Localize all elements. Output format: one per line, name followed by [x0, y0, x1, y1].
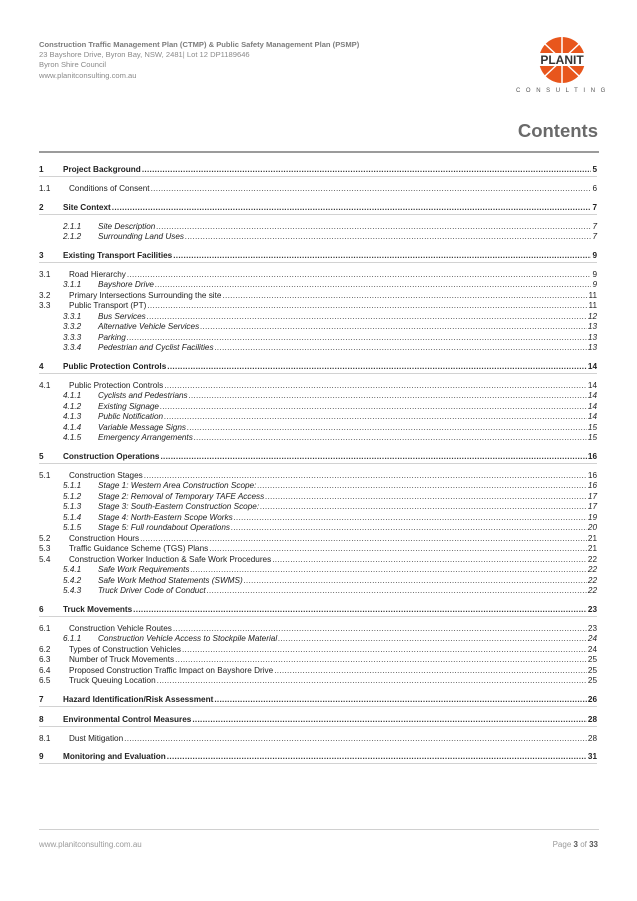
toc-entry-number: 5.1.1	[63, 481, 82, 490]
planit-logo	[522, 36, 602, 88]
toc-leader-dots	[140, 534, 587, 545]
toc-entry-title: Stage 1: Western Area Construction Scope:	[98, 481, 257, 490]
toc-entry-title: Public Transport (PT)	[69, 301, 147, 310]
toc-entry-number: 4.1.4	[63, 422, 82, 432]
toc-entry[interactable]	[39, 322, 597, 333]
toc-entry-number: 5.2	[39, 533, 51, 543]
toc-entry-title: Stage 4: North-Eastern Scope Works	[98, 512, 233, 522]
toc-entry-page: 31	[587, 752, 597, 761]
toc-leader-dots	[167, 752, 587, 761]
toc-entry[interactable]	[39, 576, 597, 587]
toc-entry-page: 14	[587, 380, 597, 390]
toc-leader-dots	[127, 333, 587, 344]
toc-entry-title: Safe Work Requirements	[98, 565, 190, 574]
toc-leader-dots	[194, 433, 587, 444]
document-title: Construction Traffic Management Plan (CTMP) & Public Safety Management Plan (PSMP)	[39, 40, 360, 49]
table-of-contents	[39, 157, 597, 764]
current-page: 3	[573, 840, 578, 849]
toc-entry-title: Road Hierarchy	[69, 269, 126, 279]
toc-entry[interactable]	[39, 747, 597, 764]
toc-entry-page: 7	[592, 232, 597, 241]
toc-leader-dots	[185, 232, 591, 243]
toc-entry-page: 25	[587, 676, 597, 685]
toc-entry-title: Public Protection Controls	[69, 380, 164, 390]
toc-entry-number: 5.4.1	[63, 565, 82, 574]
toc-entry-number: 6.1.1	[63, 634, 82, 643]
toc-entry-page: 14	[587, 401, 597, 411]
toc-leader-dots	[207, 586, 587, 597]
page-title: Contents	[517, 120, 598, 141]
toc-entry-title: Existing Transport Facilities	[63, 250, 173, 260]
toc-entry-title: Monitoring and Evaluation	[63, 752, 166, 761]
toc-entry-page: 26	[587, 694, 597, 704]
toc-entry-number: 5.1.4	[63, 512, 82, 522]
page-word: Page	[552, 840, 572, 849]
toc-leader-dots	[244, 576, 587, 587]
toc-entry-page: 28	[587, 714, 597, 724]
toc-leader-dots	[200, 322, 587, 333]
toc-entry-title: Safe Work Method Statements (SWMS)	[98, 575, 243, 585]
toc-entry-number: 7	[39, 694, 44, 704]
toc-entry-page: 24	[587, 644, 597, 654]
toc-leader-dots	[147, 301, 587, 312]
toc-entry-title: Construction Worker Induction & Safe Work Procedures	[69, 554, 272, 564]
toc-entry-title: Bayshore Drive	[98, 280, 154, 289]
toc-leader-dots	[157, 676, 587, 687]
toc-entry-title: Variable Message Signs	[98, 422, 186, 432]
toc-entry-title: Public Protection Controls	[63, 361, 167, 371]
toc-entry[interactable]	[39, 184, 597, 195]
toc-entry-page: 22	[587, 565, 597, 574]
toc-leader-dots	[156, 222, 591, 233]
toc-entry-number: 3.1	[39, 269, 51, 279]
toc-entry-number: 5.1.5	[63, 523, 82, 532]
title-divider	[39, 151, 599, 153]
toc-entry[interactable]	[39, 513, 597, 524]
toc-entry-page: 22	[587, 554, 597, 564]
toc-entry-title: Alternative Vehicle Services	[98, 322, 200, 331]
toc-entry-page: 16	[587, 470, 597, 480]
toc-entry-page: 14	[587, 361, 597, 371]
toc-entry-number: 3.2	[39, 290, 51, 300]
toc-leader-dots	[192, 715, 587, 724]
toc-entry-number: 3.3.2	[63, 322, 82, 331]
toc-entry-title: Project Background	[63, 165, 141, 174]
toc-leader-dots	[112, 203, 592, 212]
toc-entry-title: Cyclists and Pedestrians	[98, 391, 188, 400]
toc-leader-dots	[160, 402, 587, 413]
toc-entry-title: Parking	[98, 332, 126, 342]
toc-leader-dots	[124, 734, 587, 745]
council-name: Byron Shire Council	[39, 60, 107, 70]
toc-entry-page: 17	[587, 502, 597, 511]
planit-logo-icon	[530, 36, 594, 88]
toc-entry-title: Truck Driver Code of Conduct	[98, 586, 206, 595]
toc-entry-number: 3.3.1	[63, 311, 82, 321]
toc-entry-page: 23	[587, 604, 597, 614]
toc-entry-number: 5	[39, 451, 44, 461]
toc-entry-page: 25	[587, 665, 597, 675]
toc-entry-number: 4	[39, 361, 44, 371]
toc-entry-number: 4.1.3	[63, 412, 82, 421]
toc-entry-title: Construction Stages	[69, 470, 143, 480]
toc-entry-page: 7	[592, 221, 597, 231]
toc-entry-page: 15	[587, 433, 597, 442]
toc-entry-number: 6.1	[39, 623, 51, 633]
toc-entry-title: Site Description	[98, 221, 156, 231]
toc-entry-number: 5.4	[39, 554, 51, 564]
toc-entry-title: Emergency Arrangements	[98, 433, 193, 442]
toc-entry[interactable]	[39, 666, 597, 677]
toc-leader-dots	[127, 270, 592, 281]
toc-entry[interactable]	[39, 232, 597, 243]
toc-entry-page: 5	[592, 165, 597, 174]
toc-entry-page: 19	[587, 512, 597, 522]
toc-entry-number: 4.1.1	[63, 391, 82, 400]
toc-entry-page: 22	[587, 586, 597, 595]
toc-entry-page: 13	[587, 332, 597, 342]
toc-entry[interactable]	[39, 343, 597, 354]
toc-entry[interactable]	[39, 544, 597, 555]
toc-entry-title: Site Context	[63, 202, 111, 212]
toc-entry[interactable]	[39, 523, 597, 534]
toc-entry[interactable]	[39, 423, 597, 434]
toc-entry[interactable]	[39, 412, 597, 423]
toc-entry-number: 5.4.2	[63, 575, 82, 585]
toc-entry[interactable]	[39, 565, 597, 576]
toc-entry-page: 9	[592, 250, 597, 260]
toc-entry[interactable]	[39, 555, 597, 566]
toc-entry-page: 6	[592, 184, 597, 193]
toc-entry-title: Surrounding Land Uses	[98, 232, 185, 241]
toc-entry-page: 15	[587, 422, 597, 432]
toc-entry[interactable]	[39, 624, 597, 635]
toc-entry-number: 8	[39, 714, 44, 724]
toc-entry-page: 14	[587, 412, 597, 421]
toc-entry-title: Primary Intersections Surrounding the site	[69, 290, 222, 300]
toc-entry-number: 5.1.2	[63, 491, 82, 501]
toc-entry-title: Truck Queuing Location	[69, 676, 156, 685]
toc-entry-title: Conditions of Consent	[69, 184, 150, 193]
toc-entry-page: 14	[587, 391, 597, 400]
toc-entry[interactable]	[39, 333, 597, 344]
toc-entry-number: 6.4	[39, 665, 51, 675]
toc-entry-page: 23	[587, 623, 597, 633]
toc-leader-dots	[160, 452, 586, 461]
toc-leader-dots	[151, 184, 592, 195]
toc-leader-dots	[190, 565, 586, 576]
toc-entry-number: 4.1.5	[63, 433, 82, 442]
toc-entry-title: Number of Truck Movements	[69, 655, 175, 664]
toc-entry-number: 5.1	[39, 470, 51, 480]
toc-leader-dots	[142, 165, 592, 174]
footer-website: www.planitconsulting.com.au	[39, 840, 142, 849]
toc-entry-page: 24	[587, 634, 597, 643]
toc-entry[interactable]	[39, 312, 597, 323]
toc-entry-page: 21	[587, 533, 597, 543]
toc-entry-title: Types of Construction Vehicles	[69, 644, 181, 654]
footer-divider	[39, 829, 599, 830]
toc-entry-title: Existing Signage	[98, 401, 159, 411]
toc-entry[interactable]	[39, 492, 597, 503]
page-number	[553, 840, 598, 849]
toc-entry[interactable]	[39, 198, 597, 215]
toc-leader-dots	[187, 423, 587, 434]
toc-entry-title: Construction Vehicle Routes	[69, 623, 172, 633]
toc-entry-number: 6	[39, 604, 44, 614]
toc-entry[interactable]	[39, 734, 597, 745]
site-address: 23 Bayshore Drive, Byron Bay, NSW, 2481| Lot 12 DP1189646	[39, 50, 250, 60]
toc-entry-page: 11	[588, 301, 597, 310]
toc-entry-title: Hazard Identification/Risk Assessment	[63, 694, 214, 704]
toc-entry-number: 2.1.2	[63, 232, 82, 241]
toc-entry[interactable]	[39, 391, 597, 402]
document-header	[39, 40, 359, 81]
toc-entry[interactable]	[39, 301, 597, 312]
toc-entry-page: 20	[587, 523, 597, 532]
toc-entry-page: 12	[587, 311, 597, 321]
toc-entry-number: 1	[39, 165, 44, 174]
toc-entry-page: 13	[587, 343, 597, 352]
toc-entry-title: Construction Hours	[69, 533, 140, 543]
toc-entry-title: Public Notification	[98, 412, 164, 421]
logo-tagline: CONSULTING	[516, 88, 611, 94]
toc-entry[interactable]	[39, 291, 597, 302]
toc-entry[interactable]	[39, 280, 597, 291]
toc-entry-title: Proposed Construction Traffic Impact on Bayshore Drive	[69, 665, 274, 675]
toc-entry-title: Stage 5: Full roundabout Operations	[98, 523, 230, 532]
toc-entry-title: Environmental Control Measures	[63, 714, 192, 724]
toc-leader-dots	[189, 391, 587, 402]
toc-entry[interactable]	[39, 246, 597, 263]
toc-leader-dots	[215, 343, 587, 354]
total-pages: 33	[589, 840, 598, 849]
toc-entry-number: 3.3	[39, 301, 51, 310]
toc-entry-number: 8.1	[39, 733, 51, 743]
toc-entry[interactable]	[39, 357, 597, 374]
toc-entry-page: 17	[587, 491, 597, 501]
toc-leader-dots	[265, 492, 587, 503]
toc-entry[interactable]	[39, 502, 597, 513]
toc-entry-number: 3.3.3	[63, 332, 82, 342]
toc-entry-number: 6.3	[39, 655, 51, 664]
toc-entry-number: 2.1.1	[63, 221, 82, 231]
toc-entry-title: Stage 2: Removal of Temporary TAFE Access	[98, 491, 265, 501]
toc-entry-title: Traffic Guidance Scheme (TGS) Plans	[69, 544, 209, 553]
toc-entry-title: Dust Mitigation	[69, 733, 124, 743]
toc-entry-title: Stage 3: South-Eastern Construction Scope:	[98, 502, 260, 511]
toc-entry[interactable]	[39, 655, 597, 666]
toc-entry-page: 9	[592, 280, 597, 289]
toc-leader-dots	[133, 605, 587, 614]
of-word: of	[580, 840, 587, 849]
toc-entry-number: 3	[39, 250, 44, 260]
toc-entry-title: Truck Movements	[63, 604, 133, 614]
toc-entry[interactable]	[39, 471, 597, 482]
toc-entry-number: 6.2	[39, 644, 51, 654]
toc-entry-number: 2	[39, 202, 44, 212]
toc-entry[interactable]	[39, 645, 597, 656]
toc-leader-dots	[231, 523, 587, 534]
toc-entry-page: 21	[587, 544, 597, 553]
toc-leader-dots	[214, 695, 587, 704]
toc-entry[interactable]	[39, 710, 597, 727]
toc-entry-title: Construction Vehicle Access to Stockpile Material	[98, 634, 278, 643]
toc-leader-dots	[144, 471, 587, 482]
toc-entry-page: 28	[587, 733, 597, 743]
toc-entry-number: 4.1	[39, 380, 51, 390]
toc-entry[interactable]	[39, 481, 597, 492]
toc-entry[interactable]	[39, 433, 597, 444]
toc-leader-dots	[167, 362, 587, 371]
toc-entry[interactable]	[39, 447, 597, 464]
toc-entry-number: 3.3.4	[63, 343, 82, 352]
toc-entry-page: 16	[587, 481, 597, 490]
toc-leader-dots	[274, 666, 587, 677]
toc-entry[interactable]	[39, 690, 597, 707]
toc-leader-dots	[278, 634, 587, 645]
toc-entry-number: 5.4.3	[63, 586, 82, 595]
toc-leader-dots	[222, 291, 587, 302]
logo-wordmark: PLANIT	[540, 53, 584, 67]
toc-entry-page: 7	[592, 202, 597, 212]
toc-leader-dots	[234, 513, 587, 524]
toc-entry-number: 5.1.3	[63, 502, 82, 511]
toc-entry[interactable]	[39, 270, 597, 281]
toc-entry-number: 1.1	[39, 184, 51, 193]
toc-entry-number: 9	[39, 752, 44, 761]
toc-leader-dots	[164, 381, 587, 392]
toc-leader-dots	[175, 655, 587, 666]
toc-leader-dots	[257, 481, 587, 492]
toc-leader-dots	[155, 280, 591, 291]
header-website: www.planitconsulting.com.au	[39, 70, 137, 80]
toc-leader-dots	[173, 251, 591, 260]
toc-leader-dots	[260, 502, 587, 513]
toc-entry[interactable]	[39, 160, 597, 177]
toc-entry[interactable]	[39, 600, 597, 617]
toc-entry-title: Bus Services	[98, 311, 146, 321]
toc-leader-dots	[164, 412, 587, 423]
toc-entry[interactable]	[39, 534, 597, 545]
toc-leader-dots	[173, 624, 587, 635]
toc-entry-number: 5.3	[39, 544, 51, 553]
toc-leader-dots	[209, 544, 587, 555]
toc-entry-page: 16	[587, 451, 597, 461]
toc-leader-dots	[272, 555, 587, 566]
toc-entry[interactable]	[39, 402, 597, 413]
toc-entry[interactable]	[39, 676, 597, 687]
toc-leader-dots	[147, 312, 587, 323]
toc-entry-title: Pedestrian and Cyclist Facilities	[98, 343, 214, 352]
toc-entry-page: 22	[587, 575, 597, 585]
toc-entry-number: 4.1.2	[63, 401, 82, 411]
toc-entry-number: 6.5	[39, 676, 51, 685]
toc-entry-page: 25	[587, 655, 597, 664]
toc-entry[interactable]	[39, 222, 597, 233]
toc-leader-dots	[182, 645, 587, 656]
toc-entry-page: 9	[592, 269, 597, 279]
toc-entry[interactable]	[39, 381, 597, 392]
toc-entry-title: Construction Operations	[63, 451, 160, 461]
toc-entry[interactable]	[39, 586, 597, 597]
toc-entry-page: 11	[588, 290, 597, 300]
toc-entry[interactable]	[39, 634, 597, 645]
toc-entry-page: 13	[587, 322, 597, 331]
toc-entry-number: 3.1.1	[63, 280, 82, 289]
